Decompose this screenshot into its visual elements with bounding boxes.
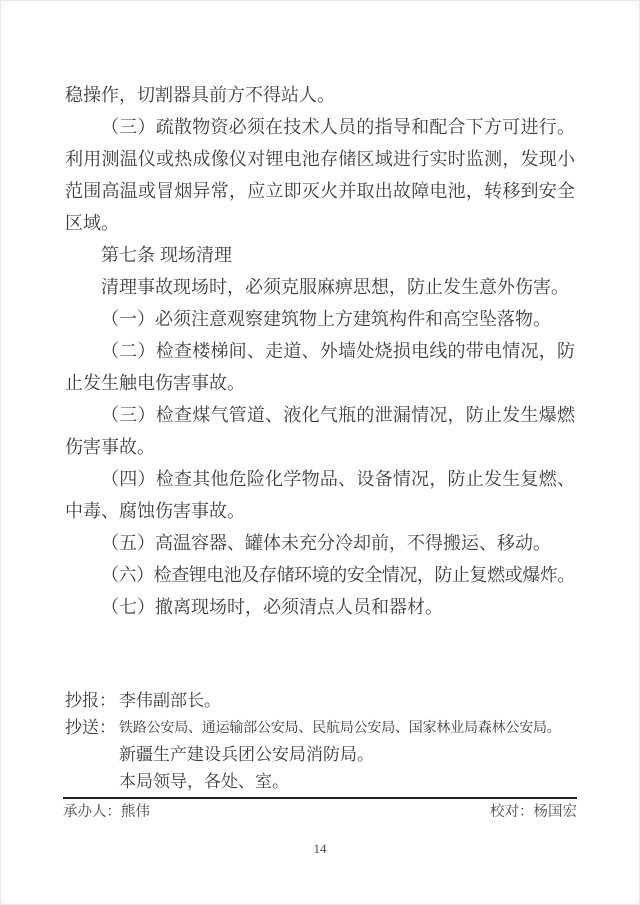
paragraph: （四）检查其他危险化学物品、设备情况，防止发生复燃、中毒、腐蚀伤害事故。 bbox=[65, 469, 575, 521]
copy-send-line: 本局领导，各处、室。 bbox=[119, 772, 289, 791]
paragraph: （二）检查楼梯间、走道、外墙处烧损电线的带电情况，防止发生触电伤害事故。 bbox=[65, 341, 575, 393]
article-heading: 第七条 现场清理 bbox=[101, 245, 233, 265]
separator-rule bbox=[63, 797, 577, 799]
copy-report-label: 抄报： bbox=[65, 691, 116, 710]
paragraph: （七）撤离现场时，必须清点人员和器材。 bbox=[101, 597, 443, 617]
proofreader-text: 校对：杨国宏 bbox=[490, 804, 577, 820]
paragraph: （六）检查锂电池及存储环境的安全情况，防止复燃或爆炸。 bbox=[101, 565, 575, 585]
body-text bbox=[65, 1, 575, 623]
paragraph: 清理事故现场时，必须克服麻痹思想，防止发生意外伤害。 bbox=[101, 277, 569, 297]
paragraph: （三）检查煤气管道、液化气瓶的泄漏情况，防止发生爆燃伤害事故。 bbox=[65, 405, 575, 457]
distribution-section bbox=[65, 687, 575, 795]
paragraph: （三）疏散物资必须在技术人员的指导和配合下方可进行。利用测温仪或热成像仪对锂电池存储区域进行实时监测，发现小范围高温或冒烟异常，应立即灭火并取出故障电池，转移到安全区域。 bbox=[65, 117, 575, 233]
copy-report-row bbox=[65, 687, 575, 714]
undertaker-text: 承办人：熊伟 bbox=[63, 804, 150, 820]
copy-send-line: 铁路公安局、通运输部公安局、民航局公安局、国家林业局森林公安局。 bbox=[119, 719, 561, 735]
copy-send-row bbox=[65, 714, 575, 795]
footer-row bbox=[63, 803, 577, 821]
paragraph: （一）必须注意观察建筑物上方建筑构件和高空坠落物。 bbox=[101, 309, 551, 329]
paragraph: 稳操作，切割器具前方不得站人。 bbox=[65, 85, 335, 105]
copy-send-label: 抄送： bbox=[65, 718, 116, 737]
copy-report-value: 李伟副部长。 bbox=[119, 691, 221, 710]
paragraph: （五）高温容器、罐体未充分冷却前，不得搬运、移动。 bbox=[101, 533, 551, 553]
copy-send-line: 新疆生产建设兵团公安局消防局。 bbox=[119, 745, 374, 764]
page-number: 14 bbox=[313, 841, 327, 856]
